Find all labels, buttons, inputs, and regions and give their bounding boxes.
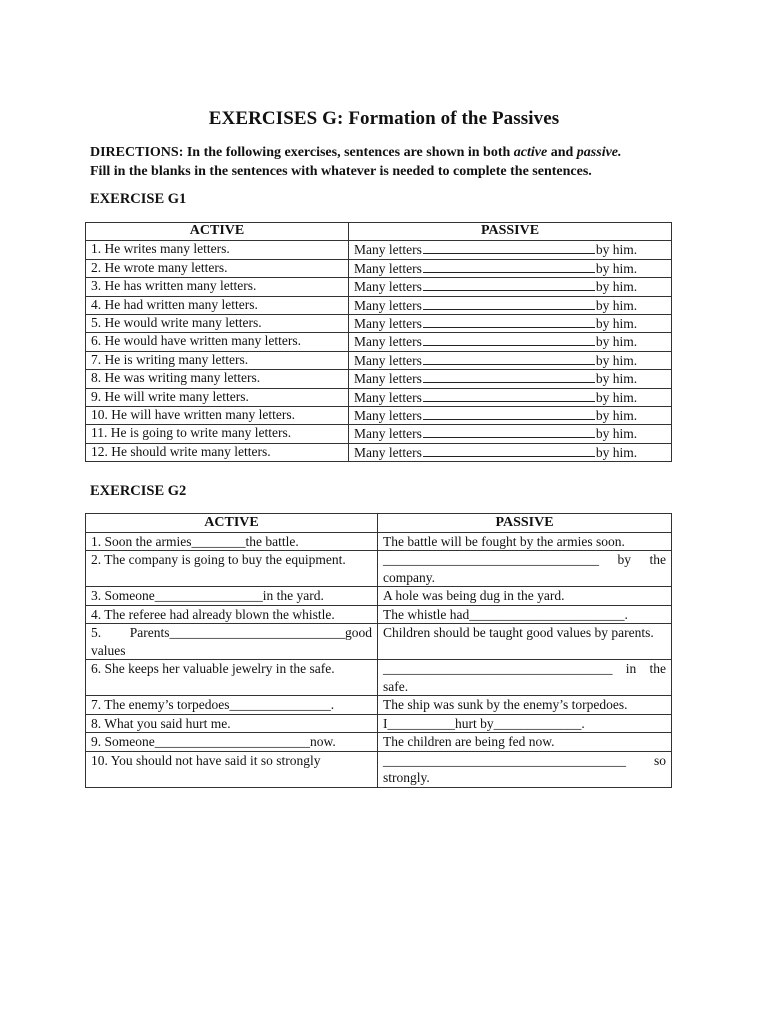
answer-blank[interactable] [423, 278, 595, 291]
table-row [86, 660, 672, 696]
passive-sentence [349, 406, 672, 424]
passive-sentence: The ship was sunk by the enemy’s torpedoes. [378, 696, 672, 715]
directions-text: In the following exercises, sentences are shown in both [183, 145, 514, 160]
passive-sentence [349, 425, 672, 443]
exercise-g1-label: EXERCISE G1 [90, 191, 187, 207]
passive-suffix: by him. [595, 297, 638, 313]
table-row [86, 370, 672, 388]
passive-sentence: I__________hurt by_____________. [378, 714, 672, 733]
passive-sentence [349, 370, 672, 388]
active-sentence: 6. He would have written many letters. [86, 333, 349, 351]
passive-suffix: by him. [595, 352, 638, 368]
table-row [86, 425, 672, 443]
active-sentence: 3. He has written many letters. [86, 278, 349, 296]
passive-suffix: by him. [595, 334, 638, 350]
table-row [86, 351, 672, 369]
directions-and-word: and [547, 145, 577, 160]
table-row [86, 751, 672, 787]
passive-sentence: __________________________________ in the safe. [378, 660, 672, 696]
passive-sentence: The children are being fed now. [378, 733, 672, 752]
table-row [86, 443, 672, 461]
passive-prefix: Many letters [354, 260, 422, 276]
exercise-g2-label: EXERCISE G2 [90, 483, 187, 499]
passive-prefix: Many letters [354, 334, 422, 350]
table-row [86, 696, 672, 715]
passive-sentence [349, 443, 672, 461]
active-sentence: 9. He will write many letters. [86, 388, 349, 406]
passive-suffix: by him. [595, 315, 638, 331]
active-sentence: 1. Soon the armies________the battle. [86, 532, 378, 551]
exercise-g1-table [85, 222, 672, 462]
passive-sentence [349, 351, 672, 369]
passive-sentence [349, 241, 672, 259]
answer-blank[interactable] [423, 389, 595, 402]
passive-sentence: ____________________________________ so strongly. [378, 751, 672, 787]
passive-sentence [349, 259, 672, 277]
active-sentence: 10. He will have written many letters. [86, 406, 349, 424]
passive-sentence: Children should be taught good values by parents. [378, 624, 672, 660]
passive-suffix: by him. [595, 279, 638, 295]
table-row [86, 333, 672, 351]
active-sentence: 2. The company is going to buy the equipment. [86, 551, 378, 587]
table-header-row [86, 223, 672, 241]
active-sentence: 8. What you said hurt me. [86, 714, 378, 733]
passive-suffix: by him. [595, 407, 638, 423]
table-row [86, 314, 672, 332]
table-row [86, 241, 672, 259]
passive-prefix: Many letters [354, 389, 422, 405]
passive-suffix: by him. [595, 260, 638, 276]
table-row [86, 259, 672, 277]
passive-suffix: by him. [595, 444, 638, 460]
active-sentence: 10. You should not have said it so strongly [86, 751, 378, 787]
table-row [86, 278, 672, 296]
table-row [86, 624, 672, 660]
passive-sentence: A hole was being dug in the yard. [378, 587, 672, 606]
passive-suffix: by him. [595, 426, 638, 442]
column-header-active: ACTIVE [86, 223, 349, 241]
answer-blank[interactable] [423, 297, 595, 310]
table-row [86, 714, 672, 733]
active-sentence: 4. He had written many letters. [86, 296, 349, 314]
active-sentence: 7. The enemy’s torpedoes_______________. [86, 696, 378, 715]
answer-blank[interactable] [423, 333, 595, 346]
answer-blank[interactable] [423, 444, 595, 457]
passive-prefix: Many letters [354, 279, 422, 295]
answer-blank[interactable] [423, 352, 595, 365]
column-header-passive: PASSIVE [349, 223, 672, 241]
table-row [86, 388, 672, 406]
passive-sentence: ________________________________ by the company. [378, 551, 672, 587]
active-sentence: 6. She keeps her valuable jewelry in the safe. [86, 660, 378, 696]
exercise-g2-table [85, 513, 672, 788]
active-sentence: 11. He is going to write many letters. [86, 425, 349, 443]
directions-line-2: Fill in the blanks in the sentences with whatever is needed to complete the sentences. [90, 164, 592, 179]
active-sentence: 4. The referee had already blown the whistle. [86, 605, 378, 624]
directions-lead: DIRECTIONS: [90, 145, 184, 160]
answer-blank[interactable] [423, 260, 595, 273]
passive-prefix: Many letters [354, 315, 422, 331]
active-sentence: 5. Parents__________________________good values [86, 624, 378, 660]
passive-sentence [349, 388, 672, 406]
table-row [86, 532, 672, 551]
table-row [86, 587, 672, 606]
passive-sentence [349, 278, 672, 296]
active-sentence: 12. He should write many letters. [86, 443, 349, 461]
table-row [86, 605, 672, 624]
passive-sentence: The battle will be fought by the armies soon. [378, 532, 672, 551]
page-title: EXERCISES G: Formation of the Passives [208, 108, 560, 129]
active-sentence: 2. He wrote many letters. [86, 259, 349, 277]
passive-suffix: by him. [595, 371, 638, 387]
active-sentence: 9. Someone_______________________now. [86, 733, 378, 752]
passive-prefix: Many letters [354, 444, 422, 460]
table-row [86, 406, 672, 424]
table-row [86, 733, 672, 752]
table-row [86, 551, 672, 587]
answer-blank[interactable] [423, 407, 595, 420]
passive-sentence [349, 333, 672, 351]
passive-suffix: by him. [595, 242, 638, 258]
active-sentence: 8. He was writing many letters. [86, 370, 349, 388]
passive-sentence [349, 296, 672, 314]
answer-blank[interactable] [423, 315, 595, 328]
directions-passive-word: passive. [576, 145, 622, 160]
active-sentence: 5. He would write many letters. [86, 314, 349, 332]
directions-active-word: active [513, 145, 548, 160]
column-header-passive: PASSIVE [378, 514, 672, 533]
active-sentence: 7. He is writing many letters. [86, 351, 349, 369]
active-sentence: 3. Someone________________in the yard. [86, 587, 378, 606]
table-row [86, 296, 672, 314]
passive-suffix: by him. [595, 389, 638, 405]
passive-sentence: The whistle had_______________________. [378, 605, 672, 624]
directions [90, 143, 690, 181]
passive-prefix: Many letters [354, 426, 422, 442]
active-sentence: 1. He writes many letters. [86, 241, 349, 259]
column-header-active: ACTIVE [86, 514, 378, 533]
table-header-row [86, 514, 672, 533]
passive-prefix: Many letters [354, 297, 422, 313]
passive-prefix: Many letters [354, 371, 422, 387]
passive-sentence [349, 314, 672, 332]
passive-prefix: Many letters [354, 407, 422, 423]
passive-prefix: Many letters [354, 242, 422, 258]
answer-blank[interactable] [423, 425, 595, 438]
passive-prefix: Many letters [354, 352, 422, 368]
answer-blank[interactable] [423, 370, 595, 383]
answer-blank[interactable] [423, 241, 595, 254]
